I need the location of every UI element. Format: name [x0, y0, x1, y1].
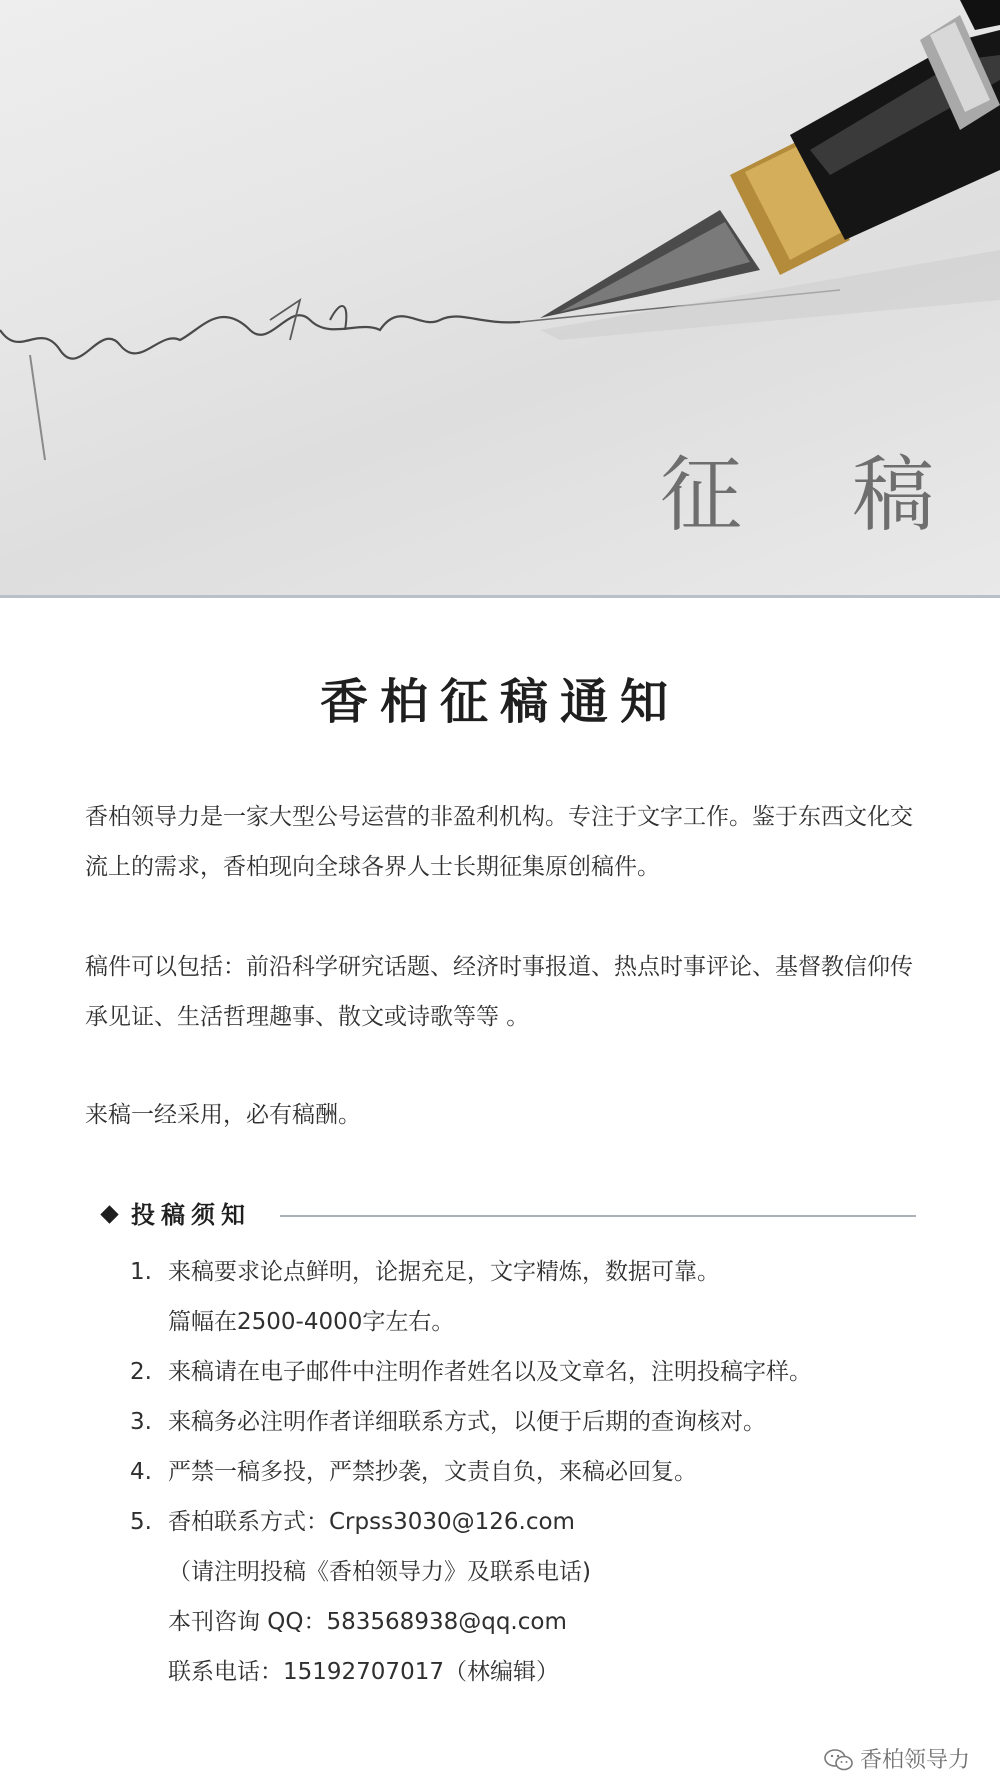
list-item	[130, 1397, 930, 1447]
contact-phone: 联系电话：15192707017（林编辑）	[168, 1659, 559, 1685]
list-number: 1.	[130, 1259, 152, 1285]
list-text: 严禁一稿多投，严禁抄袭，文责自负，来稿必回复。	[168, 1459, 697, 1485]
list-number: 5.	[130, 1509, 152, 1535]
section-rule	[280, 1215, 916, 1217]
list-item	[130, 1447, 930, 1497]
list-subtext: 篇幅在2500-4000字左右。	[168, 1309, 455, 1335]
topics-paragraph: 稿件可以包括：前沿科学研究话题、经济时事报道、热点时事评论、基督教信仰传承见证、生活哲理趣事、散文或诗歌等等 。	[85, 954, 913, 1030]
list-text: 来稿务必注明作者详细联系方式，以便于后期的查询核对。	[168, 1409, 766, 1435]
contact-qq: 本刊咨询 QQ：583568938@qq.com	[168, 1609, 567, 1635]
list-text: 来稿要求论点鲜明，论据充足，文字精炼，数据可靠。	[168, 1259, 720, 1285]
list-item	[130, 1497, 930, 1697]
list-item	[130, 1347, 930, 1397]
list-item	[130, 1247, 930, 1347]
page-title: 香柏征稿通知	[319, 674, 680, 730]
watermark	[824, 1743, 970, 1774]
watermark-label: 香柏领导力	[859, 1748, 970, 1773]
list-number: 3.	[130, 1409, 152, 1435]
diamond-icon	[100, 1205, 118, 1223]
contact-note: （请注明投稿《香柏领导力》及联系电话)	[168, 1559, 591, 1585]
reward-paragraph: 来稿一经采用，必有稿酬。	[85, 1102, 361, 1128]
hero-title: 征 稿	[660, 448, 977, 543]
hero-image	[0, 0, 1000, 597]
section-header	[100, 1197, 920, 1237]
contact-email: 香柏联系方式：Crpss3030@126.com	[168, 1509, 575, 1535]
submission-rules-list	[130, 1247, 930, 1697]
list-text: 来稿请在电子邮件中注明作者姓名以及文章名，注明投稿字样。	[168, 1359, 812, 1385]
hero-divider	[0, 595, 1000, 598]
list-number: 2.	[130, 1359, 152, 1385]
wechat-icon	[824, 1749, 854, 1771]
section-title: 投稿须知	[131, 1201, 251, 1229]
intro-paragraph: 香柏领导力是一家大型公号运营的非盈利机构。专注于文字工作。鉴于东西文化交流上的需求，香柏现向全球各界人士长期征集原创稿件。	[85, 804, 913, 880]
list-number: 4.	[130, 1459, 152, 1485]
